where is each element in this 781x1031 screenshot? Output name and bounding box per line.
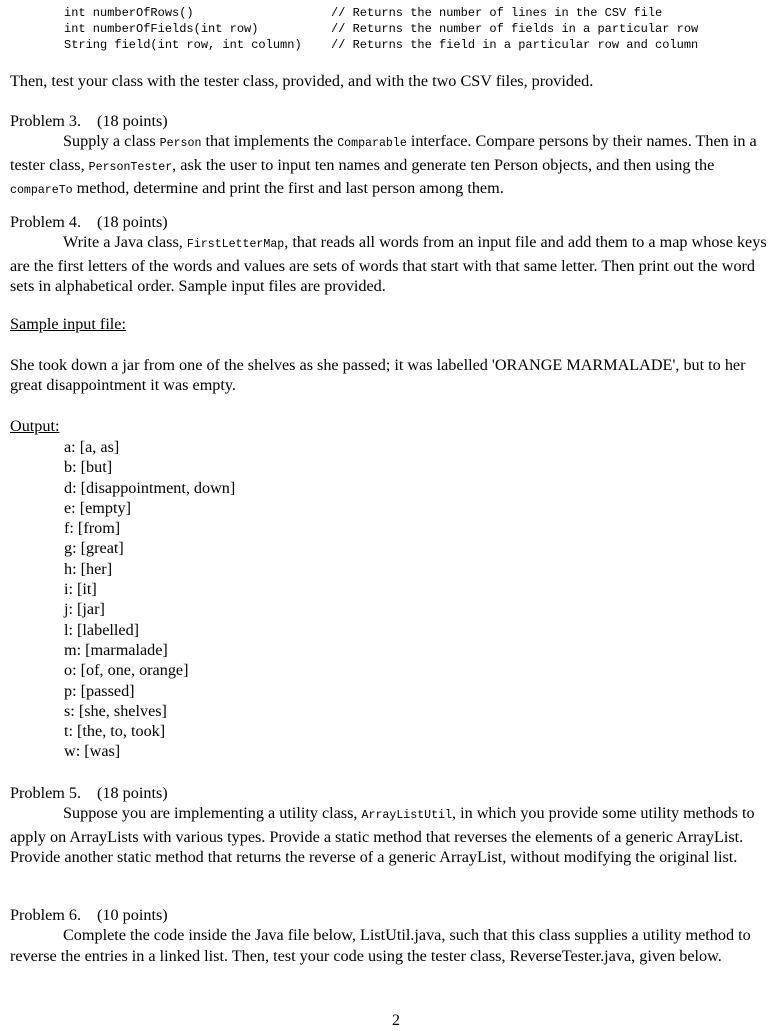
problem-5	[10, 783, 772, 867]
problem-4-body: Write a Java class, FirstLetterMap, that reads all words from an input file and add them to a map whose keys are the first letters of the words and values are sets of words that start with that same letter. Then print out the word sets in alphabetical order. Sample input files are provided.	[10, 233, 767, 295]
problem-6-title: Problem 6.	[10, 906, 82, 924]
list-item: w: [was]	[64, 742, 121, 761]
list-item: s: [she, shelves]	[64, 701, 167, 720]
list-item: f: [from]	[64, 519, 121, 538]
list-item: l: [labelled]	[64, 620, 140, 639]
problem-4-points: (18 points)	[97, 213, 168, 231]
problem-6	[10, 905, 772, 966]
problem-6-heading	[10, 905, 772, 925]
problem-4-heading	[10, 212, 772, 232]
list-item: p: [passed]	[64, 681, 135, 700]
page-number: 2	[392, 1012, 400, 1029]
list-item: b: [but]	[64, 458, 113, 477]
list-item: t: [the, to, took]	[64, 722, 166, 741]
problem-5-title: Problem 5.	[10, 784, 82, 802]
problem-4-title: Problem 4.	[10, 213, 82, 231]
code-array-list-util: ArrayListUtil	[361, 809, 452, 823]
list-item: h: [her]	[64, 559, 113, 578]
problem-5-heading	[10, 783, 772, 803]
problem-3	[10, 111, 772, 201]
code-compare-to: compareTo	[10, 183, 73, 197]
sample-input-text: She took down a jar from one of the shelves as she passed; it was labelled 'ORANGE MARMALADE', but to her great disappointment it was empty.	[10, 356, 746, 395]
problem-3-points: (18 points)	[97, 112, 168, 130]
problem-5-points: (18 points)	[97, 784, 168, 802]
list-item: i: [it]	[64, 580, 97, 599]
code-person: Person	[159, 137, 202, 151]
list-item: m: [marmalade]	[64, 640, 168, 659]
problem-3-title: Problem 3.	[10, 112, 82, 130]
list-item: o: [of, one, orange]	[64, 661, 189, 680]
intro-tail: Then, test your class with the tester class, provided, and with the two CSV files, provided.	[10, 72, 594, 90]
problem-6-points: (10 points)	[97, 906, 168, 924]
sample-input-label: Sample input file:	[10, 315, 126, 333]
problem-3-body: Supply a class Person that implements the Comparable interface. Compare persons by their names. Then in a tester class, PersonTester, ask the user to input ten names and generate ten Person objects, and then using the compareTo method, determine and print the first and last person among them.	[10, 132, 757, 197]
code-comparable: Comparable	[337, 137, 407, 151]
code-line	[64, 37, 698, 53]
code-person-tester: PersonTester	[88, 160, 173, 174]
list-item: a: [a, as]	[64, 438, 120, 456]
list-item: d: [disappointment, down]	[64, 478, 236, 497]
code-first-letter-map: FirstLetterMap	[186, 238, 285, 252]
code-line	[64, 21, 698, 37]
method-comment: // Returns the number of lines in the CSV file	[331, 6, 663, 20]
list-item: g: [great]	[64, 539, 124, 558]
problem-6-body: Complete the code inside the Java file below, ListUtil.java, such that this class supplies a utility method to reverse the entries in a linked list. Then, test your code using the tester class, ReverseTester.java, given below.	[10, 926, 751, 965]
method-comment: // Returns the field in a particular row and column	[331, 38, 699, 52]
list-item: j: [jar]	[64, 600, 105, 619]
output-label: Output:	[10, 417, 60, 435]
list-item: e: [empty]	[64, 498, 131, 517]
method-signature: int numberOfRows()	[64, 6, 194, 20]
code-signatures	[64, 5, 698, 53]
problem-3-heading	[10, 111, 772, 131]
method-signature: String field(int row, int column)	[64, 38, 302, 52]
output-list	[64, 437, 235, 762]
problem-4	[10, 212, 772, 296]
code-line	[64, 5, 698, 21]
method-signature: int numberOfFields(int row)	[64, 22, 259, 36]
problem-5-body: Suppose you are implementing a utility class, ArrayListUtil, in which you provide some utility methods to apply on ArrayLists with various types. Provide a static method that reverses the elements of a generic ArrayList. Provide another static method that returns the reverse of a generic ArrayList, without modifying the original list.	[10, 804, 755, 866]
method-comment: // Returns the number of fields in a particular row	[331, 22, 699, 36]
